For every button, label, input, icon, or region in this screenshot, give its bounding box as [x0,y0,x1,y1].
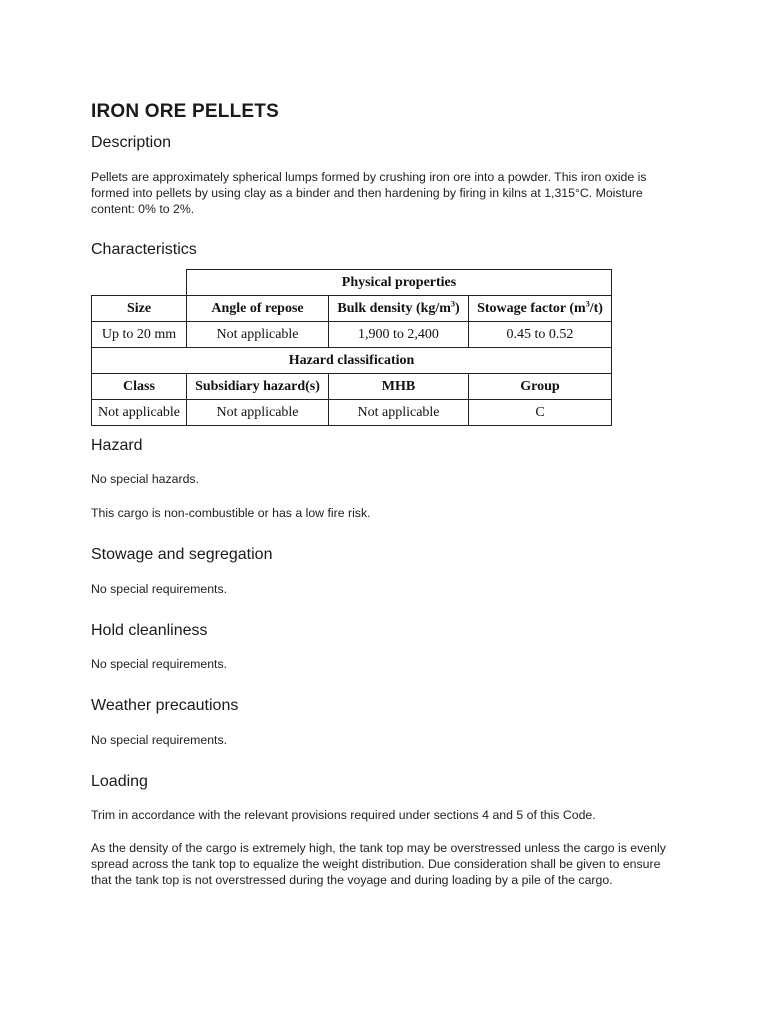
header-stowage-factor: Stowage factor $(m^3/t)$ [469,296,612,322]
hazard-text-2: This cargo is non-combustible or has a low fire risk. [91,506,371,520]
value-stowage-factor: 0.45 to 0.52 [469,322,612,348]
loading-heading: Loading [91,773,148,790]
header-bulk-density: Bulk density $(kg/m^3)$ [329,296,469,322]
physical-properties-row [92,270,612,296]
physical-header-row [92,296,612,322]
hazard-text-1: No special hazards. [91,472,199,486]
value-angle-of-repose: Not applicable [187,322,329,348]
value-size: Up to 20 mm [92,322,187,348]
characteristics-heading: Characteristics [91,241,197,258]
header-class: Class [92,374,187,400]
header-angle-of-repose: Angle of repose [187,296,329,322]
physical-properties-heading: Physical properties [187,270,612,296]
value-mhb: Not applicable [329,400,469,426]
page-title: IRON ORE PELLETS [91,101,279,122]
value-bulk-density: 1,900 to 2,400 [329,322,469,348]
value-class: Not applicable [92,400,187,426]
stowage-heading: Stowage and segregation [91,546,273,563]
header-mhb: MHB [329,374,469,400]
description-heading: Description [91,134,172,151]
hazard-classification-heading: Hazard classification [92,348,612,374]
description-text: Pellets are approximately spherical lumps formed by crushing iron ore into a powder. This iron oxide is formed into pellets by using clay as a binder and then hardening by firing in kilns at 1,315°C. Moisture content: 0% to 2%. [91,170,647,216]
loading-text-1: Trim in accordance with the relevant provisions required under sections 4 and 5 of this Code. [91,808,596,822]
hazard-heading: Hazard [91,437,143,454]
physical-values-row [92,322,612,348]
hazard-header-row [92,374,612,400]
stowage-text: No special requirements. [91,582,228,596]
loading-text-2: As the density of the cargo is extremely high, the tank top may be overstressed unless the cargo is evenly spread across the tank top to equalize the weight distribution. Due consideration shall be given to ensure that the tank top is not overstressed during the voyage and during loading by a pile of the cargo. [91,841,666,887]
weather-heading: Weather precautions [91,697,239,714]
value-subsidiary-hazards: Not applicable [187,400,329,426]
value-group: C [469,400,612,426]
hold-cleanliness-heading: Hold cleanliness [91,622,208,639]
header-size: Size [92,296,187,322]
weather-text: No special requirements. [91,733,228,747]
hazard-classification-row [92,348,612,374]
hazard-values-row [92,400,612,426]
header-subsidiary-hazards: Subsidiary hazard(s) [187,374,329,400]
hold-cleanliness-text: No special requirements. [91,657,228,671]
header-group: Group [469,374,612,400]
characteristics-table [91,269,612,426]
